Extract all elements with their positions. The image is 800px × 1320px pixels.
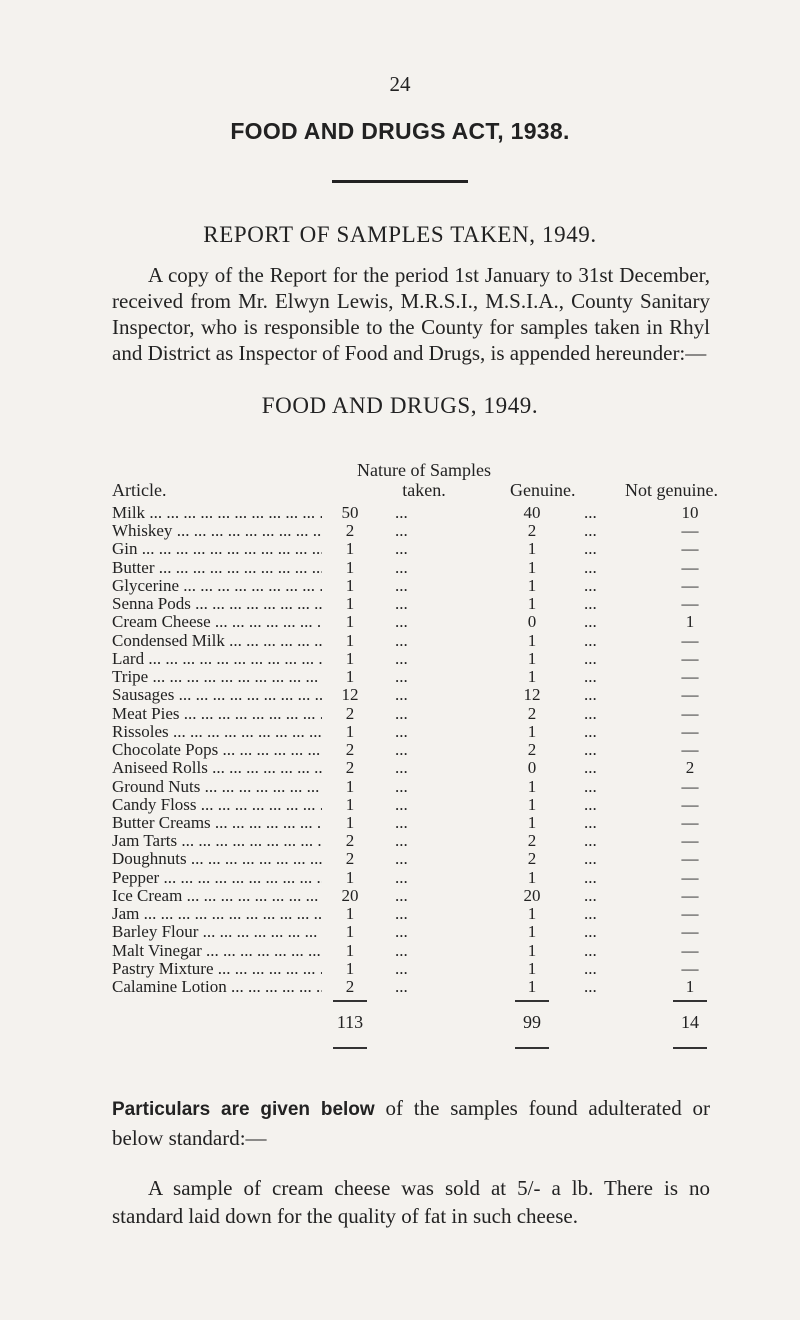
samples-cell: 1 bbox=[345, 630, 355, 650]
leader-dots: ... bbox=[584, 721, 597, 741]
leader-dots: ... bbox=[395, 904, 408, 924]
not-genuine-cell: — bbox=[681, 958, 699, 978]
article-cell: Tripe ... . bbox=[112, 668, 322, 686]
article-cell: Gin ... . bbox=[112, 540, 322, 558]
leader-dots: ... bbox=[584, 867, 597, 887]
leader-dots: ... bbox=[395, 794, 408, 814]
table-row bbox=[0, 778, 800, 796]
leader-dots: ... bbox=[584, 812, 597, 832]
samples-cell: 1 bbox=[345, 557, 355, 577]
table-row bbox=[0, 741, 800, 759]
column-header-genuine: Genuine. bbox=[510, 480, 576, 500]
genuine-cell: 1 bbox=[527, 977, 537, 997]
article-cell: Ice Cream ... . bbox=[112, 887, 322, 905]
samples-cell: 1 bbox=[345, 958, 355, 978]
not-genuine-cell: — bbox=[681, 849, 699, 869]
not-genuine-cell: — bbox=[681, 667, 699, 687]
leader-dots: ... bbox=[395, 539, 408, 559]
rule bbox=[673, 1000, 707, 1002]
samples-cell: 2 bbox=[345, 703, 355, 723]
samples-cell: 2 bbox=[345, 740, 355, 760]
table-row bbox=[0, 650, 800, 668]
article-cell: Butter Creams ... . bbox=[112, 814, 322, 832]
rule bbox=[515, 1000, 549, 1002]
leader-dots: ... bbox=[584, 849, 597, 869]
totals-top-rules bbox=[0, 1000, 800, 1004]
not-genuine-cell: — bbox=[681, 539, 699, 559]
genuine-cell: 1 bbox=[527, 794, 537, 814]
samples-cell: 1 bbox=[345, 812, 355, 832]
article-cell: Meat Pies ... . bbox=[112, 705, 322, 723]
table-row bbox=[0, 668, 800, 686]
table-row bbox=[0, 632, 800, 650]
leader-dots: ... bbox=[584, 740, 597, 760]
leader-dots: ... bbox=[395, 977, 408, 997]
leader-dots: ... bbox=[584, 977, 597, 997]
rule bbox=[673, 1047, 707, 1049]
table-row bbox=[0, 887, 800, 905]
leader-dots: ... bbox=[395, 849, 408, 869]
samples-cell: 1 bbox=[345, 776, 355, 796]
genuine-cell: 1 bbox=[527, 648, 537, 668]
article-cell: Senna Pods ... . bbox=[112, 595, 322, 613]
leader-dots: ... bbox=[584, 940, 597, 960]
samples-table-body bbox=[0, 504, 800, 996]
leader-dots: ... bbox=[584, 904, 597, 924]
article-cell: Calamine Lotion ... . bbox=[112, 978, 322, 996]
leader-dots: ... bbox=[584, 521, 597, 541]
article-cell: Aniseed Rolls ... . bbox=[112, 759, 322, 777]
leader-dots: ... bbox=[395, 557, 408, 577]
leader-dots: ... bbox=[395, 958, 408, 978]
leader-dots: ... bbox=[584, 685, 597, 705]
not-genuine-cell: — bbox=[681, 721, 699, 741]
leader-dots: ... bbox=[584, 958, 597, 978]
total-samples: 113 bbox=[336, 1012, 364, 1032]
table-row bbox=[0, 978, 800, 996]
intro-paragraph: A copy of the Report for the period 1st January to 31st December, received from Mr. Elwyn Lewis, M.R.S.I., M.S.I.A., County Sanitary Inspector, who is responsible to the County for samples taken in Rhyl and District as Inspector of Food and Drugs, is appended hereunder:— bbox=[112, 263, 710, 365]
article-cell: Pepper ... . bbox=[112, 869, 322, 887]
not-genuine-cell: 2 bbox=[685, 758, 695, 778]
table-row bbox=[0, 796, 800, 814]
article-cell: Lard ... . bbox=[112, 650, 322, 668]
total-genuine: 99 bbox=[523, 1012, 541, 1032]
genuine-cell: 2 bbox=[527, 703, 537, 723]
leader-dots: ... bbox=[395, 776, 408, 796]
genuine-cell: 1 bbox=[527, 940, 537, 960]
genuine-cell: 2 bbox=[527, 831, 537, 851]
genuine-cell: 1 bbox=[527, 904, 537, 924]
genuine-cell: 1 bbox=[527, 557, 537, 577]
cream-cheese-note: A sample of cream cheese was sold at 5/- a lb. There is no standard laid down for the quality of fat in such cheese. bbox=[112, 1176, 710, 1228]
article-cell: Glycerine ... . bbox=[112, 577, 322, 595]
leader-dots: ... bbox=[395, 667, 408, 687]
samples-cell: 1 bbox=[345, 575, 355, 595]
leader-dots: ... bbox=[584, 557, 597, 577]
not-genuine-cell: — bbox=[681, 740, 699, 760]
table-row bbox=[0, 759, 800, 777]
leader-dots: ... bbox=[395, 831, 408, 851]
not-genuine-cell: — bbox=[681, 904, 699, 924]
genuine-cell: 1 bbox=[527, 922, 537, 942]
samples-cell: 1 bbox=[345, 922, 355, 942]
genuine-cell: 1 bbox=[527, 630, 537, 650]
not-genuine-cell: — bbox=[681, 867, 699, 887]
not-genuine-cell: — bbox=[681, 521, 699, 541]
leader-dots: ... bbox=[395, 922, 408, 942]
samples-cell: 1 bbox=[345, 667, 355, 687]
samples-cell: 1 bbox=[345, 867, 355, 887]
leader-dots: ... bbox=[584, 758, 597, 778]
genuine-cell: 1 bbox=[527, 776, 537, 796]
table-row bbox=[0, 522, 800, 540]
genuine-cell: 1 bbox=[527, 958, 537, 978]
samples-cell: 1 bbox=[345, 940, 355, 960]
not-genuine-cell: — bbox=[681, 812, 699, 832]
table-row bbox=[0, 869, 800, 887]
not-genuine-cell: — bbox=[681, 557, 699, 577]
article-cell: Milk ... . bbox=[112, 504, 322, 522]
not-genuine-cell: — bbox=[681, 630, 699, 650]
leader-dots: ... bbox=[395, 721, 408, 741]
not-genuine-cell: — bbox=[681, 922, 699, 942]
particulars-lead: Particulars are given below bbox=[112, 1099, 375, 1120]
column-header-article: Article. bbox=[112, 480, 167, 500]
particulars-paragraph bbox=[112, 1094, 710, 1152]
leader-dots: ... bbox=[395, 758, 408, 778]
leader-dots: ... bbox=[584, 831, 597, 851]
leader-dots: ... bbox=[584, 703, 597, 723]
leader-dots: ... bbox=[395, 812, 408, 832]
genuine-cell: 1 bbox=[527, 867, 537, 887]
samples-cell: 1 bbox=[345, 594, 355, 614]
article-cell: Doughnuts ... . bbox=[112, 850, 322, 868]
not-genuine-cell: — bbox=[681, 794, 699, 814]
genuine-cell: 1 bbox=[527, 575, 537, 595]
rule bbox=[515, 1047, 549, 1049]
samples-cell: 20 bbox=[341, 885, 359, 905]
not-genuine-cell: — bbox=[681, 776, 699, 796]
genuine-cell: 0 bbox=[527, 758, 537, 778]
samples-cell: 2 bbox=[345, 758, 355, 778]
table-row bbox=[0, 686, 800, 704]
article-cell: Jam Tarts ... . bbox=[112, 832, 322, 850]
table-row bbox=[0, 960, 800, 978]
article-cell: Malt Vinegar ... . bbox=[112, 942, 322, 960]
article-cell: Ground Nuts ... . bbox=[112, 778, 322, 796]
genuine-cell: 0 bbox=[527, 612, 537, 632]
not-genuine-cell: — bbox=[681, 940, 699, 960]
leader-dots: ... bbox=[584, 503, 597, 522]
genuine-cell: 2 bbox=[527, 740, 537, 760]
samples-cell: 12 bbox=[341, 685, 359, 705]
samples-cell: 1 bbox=[345, 904, 355, 924]
table-row bbox=[0, 723, 800, 741]
report-title: REPORT OF SAMPLES TAKEN, 1949. bbox=[203, 222, 597, 247]
leader-dots: ... bbox=[395, 940, 408, 960]
leader-dots: ... bbox=[584, 594, 597, 614]
table-row bbox=[0, 905, 800, 923]
page-number: 24 bbox=[389, 72, 411, 96]
leader-dots: ... bbox=[584, 885, 597, 905]
genuine-cell: 1 bbox=[527, 721, 537, 741]
samples-cell: 2 bbox=[345, 831, 355, 851]
leader-dots: ... bbox=[395, 885, 408, 905]
article-cell: Sausages ... . bbox=[112, 686, 322, 704]
leader-dots: ... bbox=[395, 521, 408, 541]
totals-bottom-rules bbox=[0, 1047, 800, 1051]
article-cell: Condensed Milk ... . bbox=[112, 632, 322, 650]
not-genuine-cell: 10 bbox=[681, 503, 699, 522]
not-genuine-cell: — bbox=[681, 685, 699, 705]
article-cell: Rissoles ... . bbox=[112, 723, 322, 741]
table-row bbox=[0, 705, 800, 723]
article-cell: Cream Cheese ... . bbox=[112, 613, 322, 631]
table-row bbox=[0, 850, 800, 868]
leader-dots: ... bbox=[584, 575, 597, 595]
leader-dots: ... bbox=[395, 867, 408, 887]
table-row bbox=[0, 613, 800, 631]
samples-cell: 2 bbox=[345, 977, 355, 997]
genuine-cell: 40 bbox=[523, 503, 541, 522]
leader-dots: ... bbox=[395, 575, 408, 595]
leader-dots: ... bbox=[395, 740, 408, 760]
article-cell: Candy Floss ... . bbox=[112, 796, 322, 814]
table-row bbox=[0, 923, 800, 941]
samples-cell: 2 bbox=[345, 849, 355, 869]
samples-cell: 50 bbox=[341, 503, 359, 522]
samples-cell: 2 bbox=[345, 521, 355, 541]
leader-dots: ... bbox=[395, 594, 408, 614]
not-genuine-cell: 1 bbox=[685, 612, 695, 632]
act-title: FOOD AND DRUGS ACT, 1938. bbox=[230, 118, 570, 144]
not-genuine-cell: 1 bbox=[685, 977, 695, 997]
table-row bbox=[0, 595, 800, 613]
genuine-cell: 1 bbox=[527, 594, 537, 614]
leader-dots: ... bbox=[584, 667, 597, 687]
leader-dots: ... bbox=[584, 794, 597, 814]
table-row bbox=[0, 577, 800, 595]
not-genuine-cell: — bbox=[681, 594, 699, 614]
leader-dots: ... bbox=[584, 648, 597, 668]
genuine-cell: 1 bbox=[527, 812, 537, 832]
table-title: FOOD AND DRUGS, 1949. bbox=[261, 393, 539, 418]
not-genuine-cell: — bbox=[681, 703, 699, 723]
article-cell: Jam ... . bbox=[112, 905, 322, 923]
samples-cell: 1 bbox=[345, 721, 355, 741]
genuine-cell: 1 bbox=[527, 667, 537, 687]
leader-dots: ... bbox=[395, 703, 408, 723]
table-row bbox=[0, 832, 800, 850]
genuine-cell: 2 bbox=[527, 521, 537, 541]
leader-dots: ... bbox=[395, 685, 408, 705]
not-genuine-cell: — bbox=[681, 885, 699, 905]
samples-cell: 1 bbox=[345, 794, 355, 814]
article-cell: Chocolate Pops ... . bbox=[112, 741, 322, 759]
article-cell: Pastry Mixture ... . bbox=[112, 960, 322, 978]
samples-cell: 1 bbox=[345, 539, 355, 559]
samples-cell: 1 bbox=[345, 648, 355, 668]
column-header-nature: Nature of Samples taken. bbox=[357, 460, 491, 500]
table-row bbox=[0, 540, 800, 558]
article-cell: Whiskey ... . bbox=[112, 522, 322, 540]
genuine-cell: 2 bbox=[527, 849, 537, 869]
not-genuine-cell: — bbox=[681, 575, 699, 595]
column-header-not-genuine: Not genuine. bbox=[625, 480, 718, 500]
not-genuine-cell: — bbox=[681, 831, 699, 851]
article-cell: Barley Flour ... . bbox=[112, 923, 322, 941]
table-row bbox=[0, 559, 800, 577]
leader-dots: ... bbox=[584, 612, 597, 632]
leader-dots: ... bbox=[395, 503, 408, 522]
rule bbox=[333, 1047, 367, 1049]
title-divider bbox=[332, 180, 468, 183]
leader-dots: ... bbox=[395, 648, 408, 668]
leader-dots: ... bbox=[395, 630, 408, 650]
samples-cell: 1 bbox=[345, 612, 355, 632]
genuine-cell: 1 bbox=[527, 539, 537, 559]
leader-dots: ... bbox=[584, 922, 597, 942]
table-row bbox=[0, 504, 800, 522]
leader-dots: ... bbox=[584, 630, 597, 650]
total-not-genuine: 14 bbox=[681, 1012, 699, 1032]
leader-dots: ... bbox=[584, 776, 597, 796]
genuine-cell: 20 bbox=[523, 885, 541, 905]
article-cell: Butter ... . bbox=[112, 559, 322, 577]
table-row bbox=[0, 814, 800, 832]
not-genuine-cell: — bbox=[681, 648, 699, 668]
genuine-cell: 12 bbox=[523, 685, 541, 705]
rule bbox=[333, 1000, 367, 1002]
leader-dots: ... bbox=[395, 612, 408, 632]
leader-dots: ... bbox=[584, 539, 597, 559]
table-row bbox=[0, 942, 800, 960]
particulars-rest: of the samples found adulterated or below standard:— bbox=[112, 1096, 710, 1150]
